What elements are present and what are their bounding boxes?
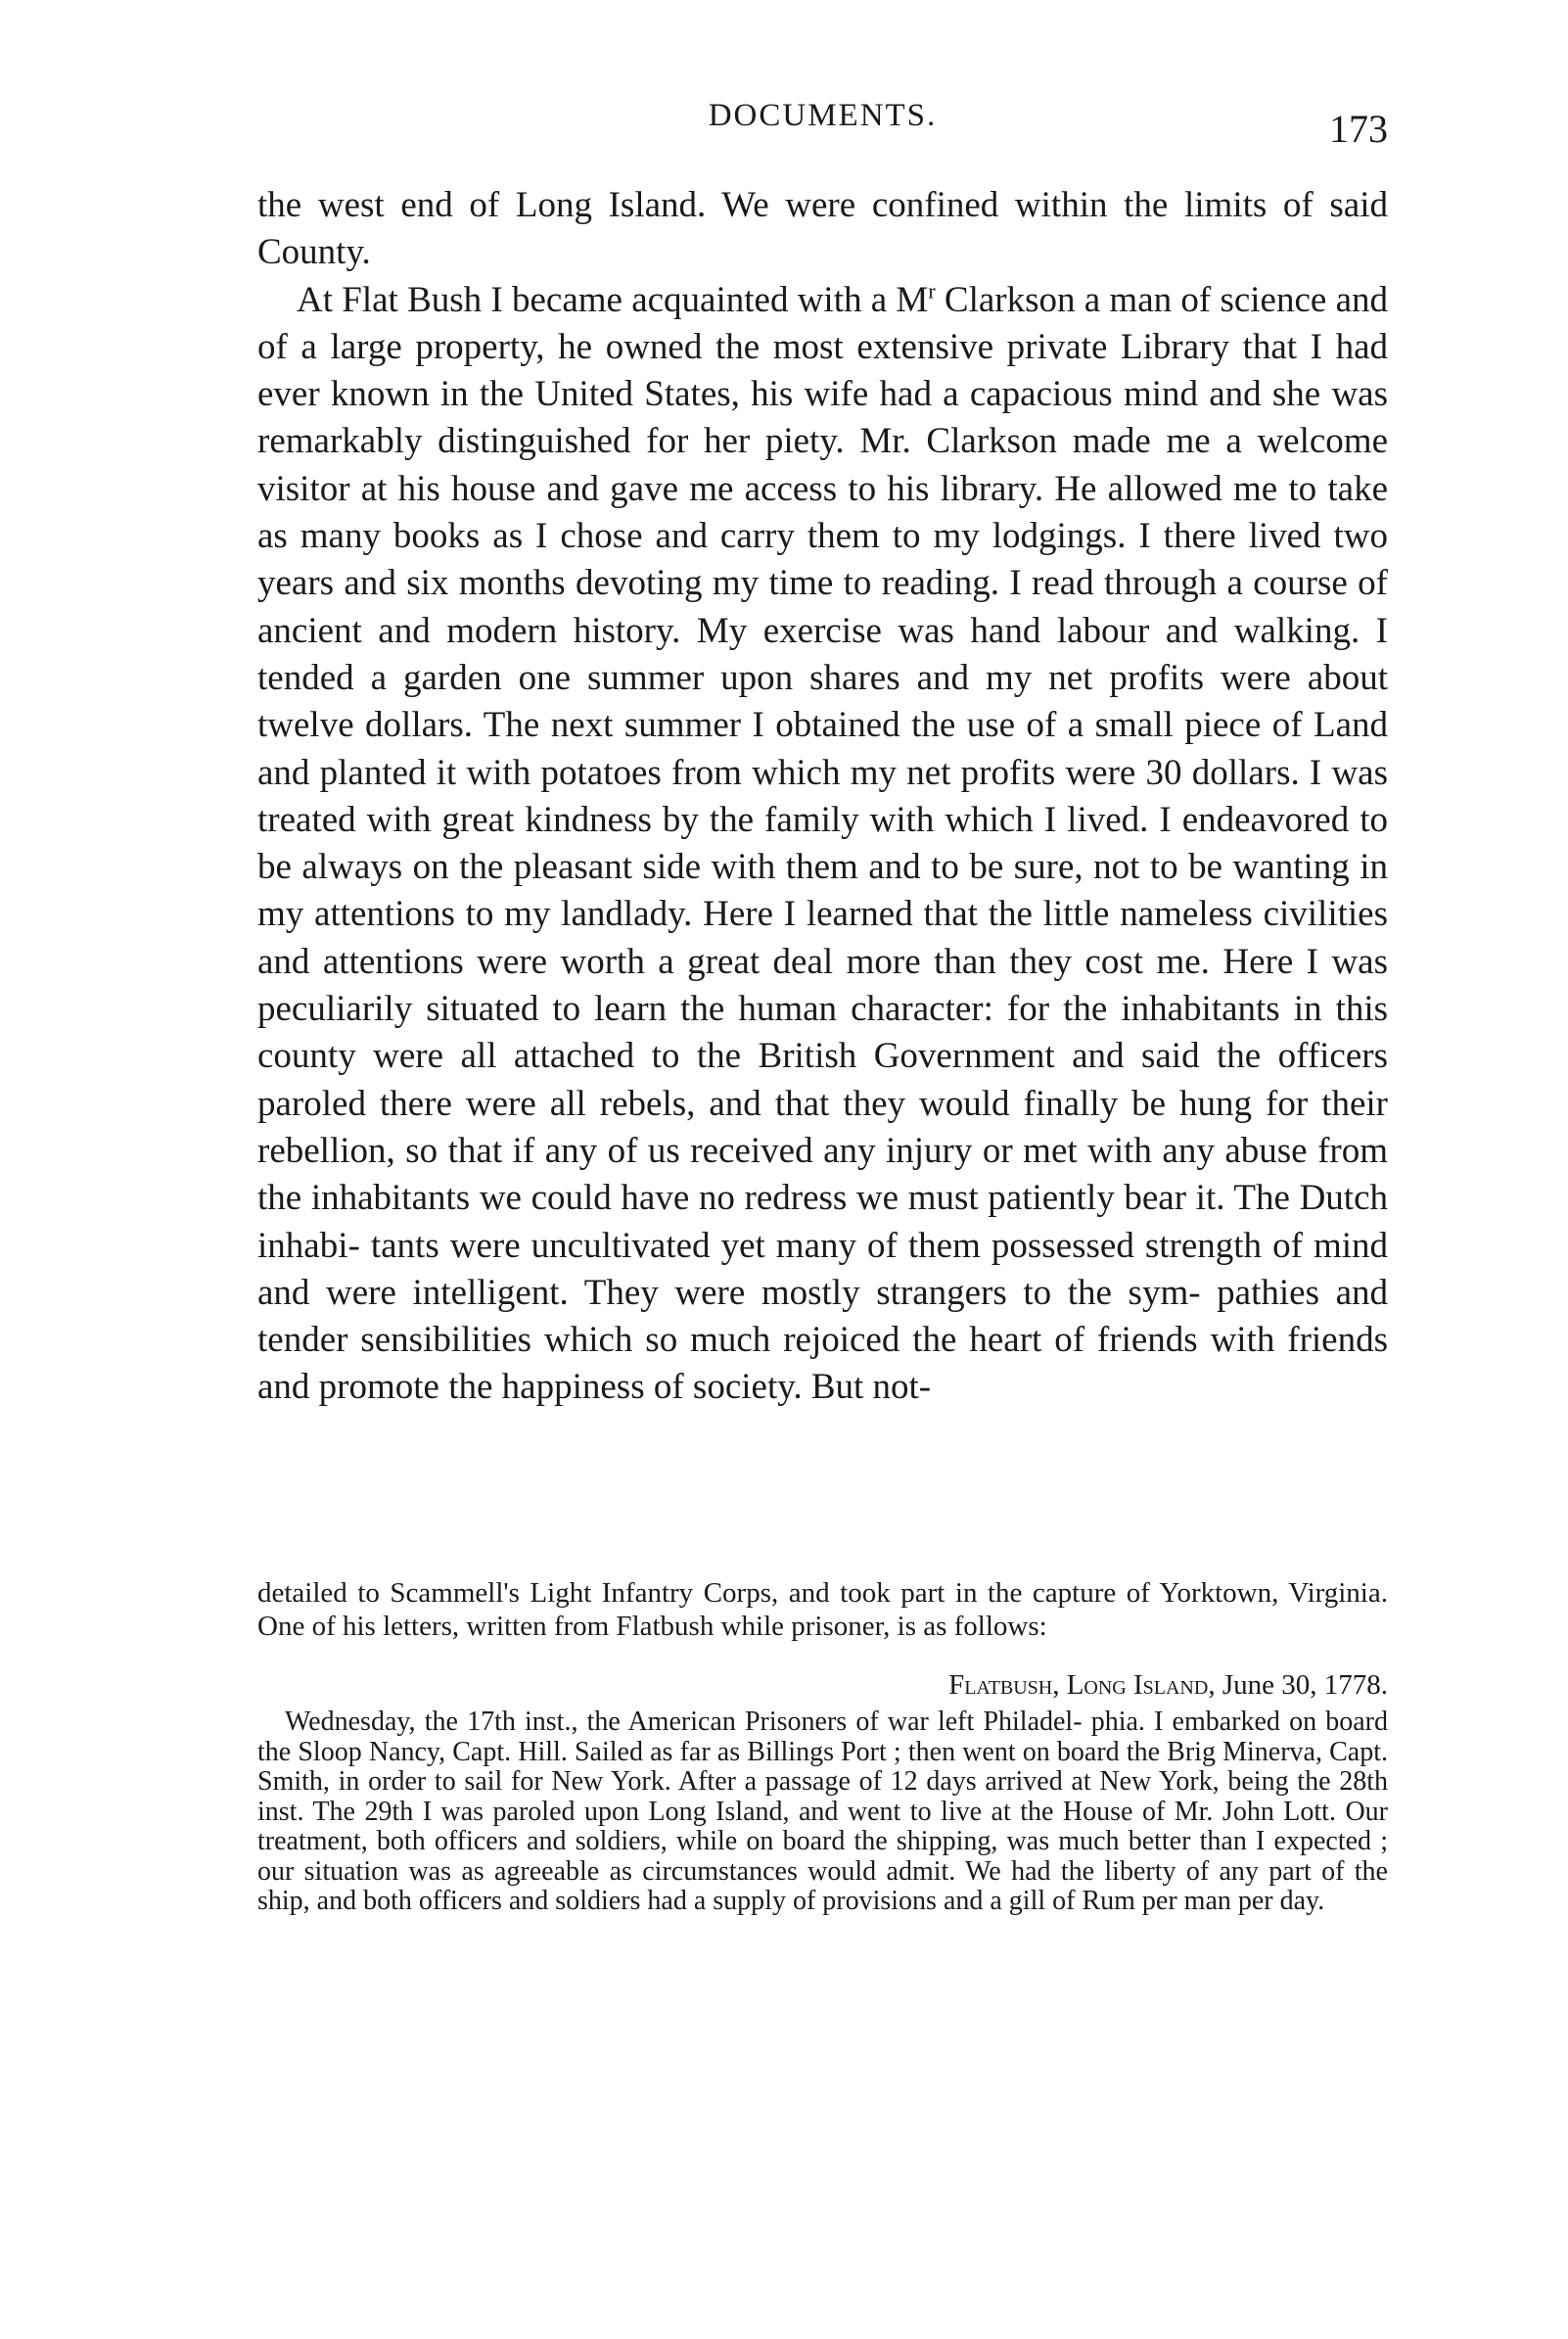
main-text: [257, 182, 1388, 1412]
paragraph-2-rest: Clarkson a man of science and of a large property, he owned the most extensive private Library that I had ever known in the United States, his wife had a capacious mind and she was remarkably distinguished for her piety. Mr. Clarkson made me a welcome visitor at his house and gave me access to his library. He allowed me to take as many books as I chose and carry them to my lodgings. I there lived two years and six months devoting my time to reading. I read through a course of ancient and modern history. My exercise was hand labour and walking. I tended a garden one summer upon shares and my net profits were about twelve dollars. The next summer I obtained the use of a small piece of Land and planted it with potatoes from which my net profits were 30 dollars. I was treated with great kindness by the family with which I lived. I endeavored to be always on the pleasant side with them and to be sure, not to be wanting in my attentions to my landlady. Here I learned that the little nameless civilities and attentions were worth a great deal more than they cost me. Here I was peculiarily situated to learn the human character: for the inhabitants in this county were all attached to the British Government and said the officers paroled there were all rebels, and that they would finally be hung for their rebellion, so that if any of us received any injury or met with any abuse from the inhabitants we could have no redress we must patiently bear it. The Dutch inhabi- tants were uncultivated yet many of them possessed strength of mind and were intelligent. They were mostly strangers to the sym- pathies and tender sensibilities which so much rejoiced the heart of friends with friends and promote the happiness of society. But not-: [257, 279, 1388, 1408]
paragraph-2: [257, 277, 1388, 1412]
page-header: [257, 98, 1388, 157]
paragraph-1: the west end of Long Island. We were confined within the limits of said County.: [257, 185, 1388, 273]
footnote-block: [257, 1576, 1388, 1917]
dateline-date: June 30, 1778.: [1215, 1669, 1388, 1701]
running-head: DOCUMENTS.: [708, 98, 938, 133]
footnote-continuation: detailed to Scammell's Light Infantry Corps, and took part in the capture of Yorktown, Virginia. One of his letters, written from Flatbush while prisoner, is as follows:: [257, 1577, 1388, 1642]
paragraph-2-start: At Flat Bush I became acquainted with a M: [297, 279, 929, 320]
page-number: 173: [1329, 107, 1388, 151]
letter-text: Wednesday, the 17th inst., the American Prisoners of war left Philadel- phia. I embarked on board the Sloop Nancy, Capt. Hill. Sailed as far as Billings Port ; then went on board the Brig Minerva, Capt. Smith, in order to sail for New York. After a passage of 12 days arrived at New York, being the 28th inst. The 29th I was paroled upon Long Island, and went to live at the House of Mr. John Lott. Our treatment, both officers and soldiers, while on board the shipping, was much better than I expected ; our situation was as agreeable as circumstances would admit. We had the liberty of any part of the ship, and both officers and soldiers had a supply of provisions and a gill of Rum per man per day.: [257, 1707, 1388, 1916]
superscript-r: r: [928, 278, 936, 304]
letter-dateline: [257, 1668, 1388, 1702]
dateline-place: Flatbush, Long Island,: [948, 1669, 1216, 1701]
